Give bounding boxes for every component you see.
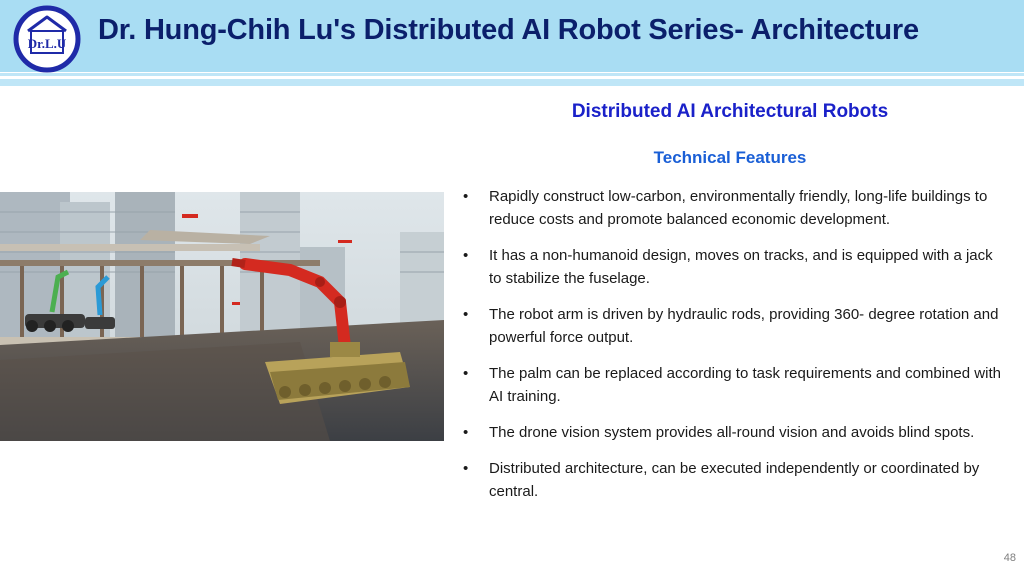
list-item (462, 244, 1002, 290)
header-divider-bottom (0, 79, 1024, 86)
bullet-icon: • (463, 424, 469, 441)
header-divider-top (0, 73, 1024, 76)
svg-text:Dr.L.U: Dr.L.U (27, 36, 67, 51)
technical-features-list (462, 185, 1002, 516)
features-heading: Technical Features (653, 148, 807, 167)
bullet-icon: • (463, 460, 469, 477)
page-title: Dr. Hung-Chih Lu's Distributed AI Robot Series- Architecture (98, 14, 919, 46)
bullet-text: The robot arm is driven by hydraulic rods, providing 360- degree rotation and powerful force output. (489, 306, 999, 346)
bullet-icon: • (463, 365, 469, 382)
bullet-text: The drone vision system provides all-round vision and avoids blind spots. (489, 424, 975, 441)
section-subtitle: Distributed AI Architectural Robots (571, 101, 889, 122)
list-item (462, 185, 1002, 231)
drlu-logo (12, 3, 82, 73)
list-item (462, 303, 1002, 349)
bullet-text: It has a non-humanoid design, moves on tracks, and is equipped with a jack to stabilize the fuselage. (489, 247, 993, 287)
bullet-text: Distributed architecture, can be executed independently or coordinated by central. (489, 460, 980, 500)
bullet-icon: • (463, 188, 469, 205)
robot-construction-photo (0, 192, 444, 441)
list-item (462, 457, 1002, 503)
bullet-text: The palm can be replaced according to task requirements and combined with AI training. (489, 365, 1001, 405)
bullet-icon: • (463, 247, 469, 264)
list-item (462, 421, 1002, 444)
list-item (462, 362, 1002, 408)
bullet-text: Rapidly construct low-carbon, environmentally friendly, long-life buildings to reduce costs and promote balanced economic development. (489, 188, 988, 228)
bullet-icon: • (463, 306, 469, 323)
page-number: 48 (1003, 552, 1016, 564)
